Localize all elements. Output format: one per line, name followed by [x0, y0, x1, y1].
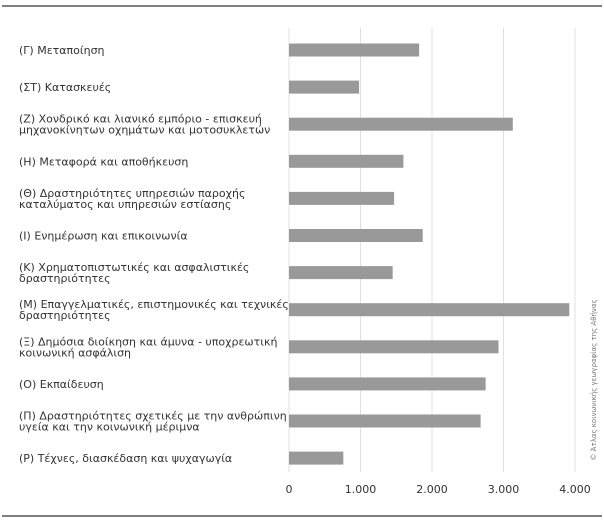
bar: [289, 118, 513, 131]
grid-lines: [289, 28, 575, 472]
category-label: [19, 230, 188, 243]
category-label-line: καταλύματος και υπηρεσιών εστίασης: [19, 197, 232, 211]
bar: [289, 415, 481, 428]
category-label-line: δραστηριότητες: [19, 272, 111, 286]
category-label-line: υγεία και την κοινωνική μέριμνα: [19, 420, 200, 434]
category-label-line: (Ρ) Τέχνες, διασκέδαση και ψυχαγωγία: [19, 452, 233, 466]
bar: [289, 452, 343, 465]
category-label: [19, 335, 277, 359]
x-tick-label: 3.000: [487, 483, 520, 496]
category-label: [19, 81, 111, 94]
bar: [289, 303, 569, 316]
x-tick-label: 0: [285, 483, 293, 496]
category-label: [19, 155, 188, 168]
bar: [289, 155, 403, 168]
bar: [289, 377, 486, 390]
category-label-line: (ΣΤ) Κατασκευές: [19, 81, 112, 95]
category-label: [19, 378, 104, 391]
category-label-line: δραστηριότητες: [19, 309, 111, 323]
category-label-line: (Ξ) Δημόσια διοίκηση και άμυνα - υποχρεωτική: [19, 335, 278, 349]
category-label: [19, 44, 105, 57]
bar: [289, 44, 419, 57]
bar: [289, 192, 394, 205]
bar: [289, 266, 393, 279]
bars: [289, 44, 569, 465]
category-label: [19, 187, 245, 211]
x-tick-label: 2.000: [416, 483, 448, 496]
x-tick-label: 4.000: [559, 483, 591, 496]
category-label-line: (Θ) Δραστηριότητες υπηρεσιών παροχής: [19, 186, 246, 200]
category-label-line: (Ζ) Χονδρικό και λιανικό εμπόριο - επισκευή: [19, 112, 262, 126]
bar: [289, 229, 423, 242]
category-label-line: (Γ) Μεταποίηση: [19, 44, 105, 57]
credit-text: © Άτλας κοινωνικής γεωγραφίας της Αθήνας: [590, 299, 598, 461]
category-label-line: (Μ) Επαγγελματικές, επιστημονικές και τεχνικές: [19, 298, 289, 312]
category-label-line: (Κ) Χρηματοπιστωτικές και ασφαλιστικές: [19, 261, 250, 275]
category-labels: [19, 44, 289, 465]
category-label-line: μηχανοκίνητων οχημάτων και μοτοσυκλετών: [19, 123, 271, 137]
category-label: [19, 452, 232, 465]
bar: [289, 81, 359, 94]
category-label-line: (Η) Μεταφορά και αποθήκευση: [19, 155, 189, 169]
x-axis-tick-labels: [286, 483, 591, 496]
category-label: [19, 113, 270, 137]
x-tick-label: 1.000: [344, 483, 377, 496]
category-label: [19, 261, 249, 285]
category-label-line: (Π) Δραστηριότητες σχετικές με την ανθρώπινη: [19, 409, 287, 423]
category-label-line: (Ο) Εκπαίδευση: [19, 377, 104, 391]
category-label-line: (Ι) Ενημέρωση και επικοινωνία: [19, 229, 188, 243]
category-label: [19, 298, 289, 322]
bar: [289, 340, 498, 353]
category-label-line: κοινωνική ασφάλιση: [19, 346, 132, 360]
category-label: [19, 410, 287, 434]
